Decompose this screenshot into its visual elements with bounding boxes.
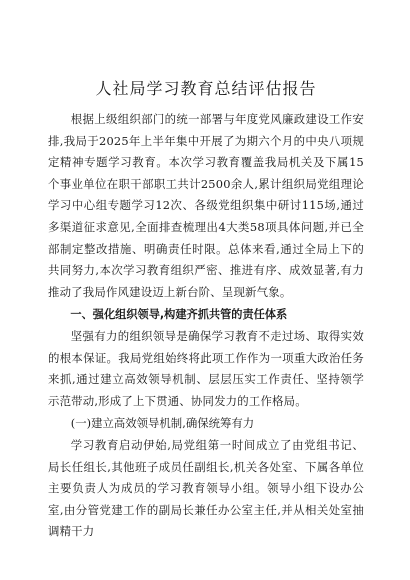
subsection-heading: (一)建立高效领导机制,确保统筹有力	[70, 416, 255, 431]
document-title: 人社局学习教育总结评估报告	[95, 79, 317, 98]
section-paragraph: 坚强有力的组织领导是确保学习教育不走过场、取得实效的根本保证。我局党组始终将此项工作作为一项重大政治任务来抓,通过建立高效领导机制、层层压实工作责任、坚持领学示范带动,形成了上下贯通、协同发力的工作格局。	[48, 328, 364, 408]
section-heading: 一、强化组织领导,构建齐抓共管的责任体系	[70, 308, 288, 322]
intro-paragraph: 根据上级组织部门的统一部署与年度党风廉政建设工作安排,我局于2025年上半年集中开展了为期六个月的中央八项规定精神专题学习教育。本次学习教育覆盖我局机关及下属15个事业单位在职干部职工共计2500余人,累计组织局党组理论学习中心组专题学习12次、各级党组织集中研讨115场,通过多渠道征求意见,全面排查梳理出4大类58项具体问题,并已全部制定整改措施、明确责任时限。总体来看,通过全局上下的共同努力,本次学习教育组织严密、推进有序、成效显著,有力推动了我局作风建设迈上新台阶、呈现新气象。	[48, 112, 364, 299]
subsection-paragraph: 学习教育启动伊始,局党组第一时间成立了由党组书记、局长任组长,其他班子成员任副组长,机关各处室、下属各单位主要负责人为成员的学习教育领导小组。领导小组下设办公室,由分管党建工作的副局长兼任办公室主任,并从相关处室抽调精干力	[48, 437, 364, 539]
